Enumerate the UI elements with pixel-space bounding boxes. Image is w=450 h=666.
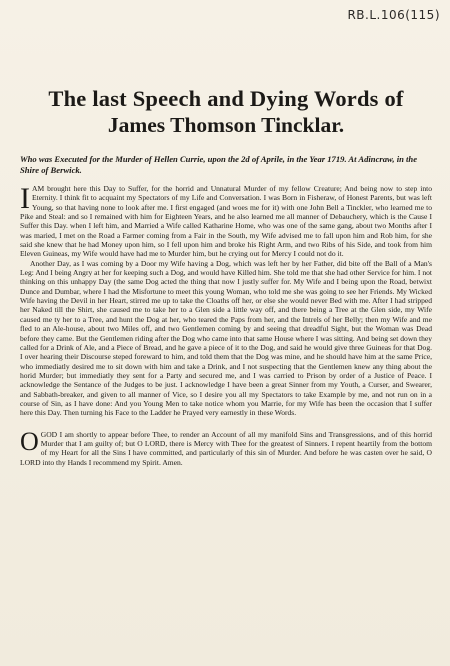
paragraph-1-text: AM brought here this Day to Suffer, for the horrid and Unnatural Murder of my fellow Creature; And being now to step into Eternity. I think fit to acquaint my Spectators of my Life and Conversation. I was Born in Fisheraw, of Honest Parents, but was left Young, so that having none to look after me. I first engaged (and woes me for it) with one John Bell a Tinckler, who learned me to Pike and Steal: and so I remained with him for Eighteen Years, and he also learned me all manner of Debauchery, which is the Cause I Suffer this Day. when I left him, and Married a Wife called Katharine Home, who was one of the same gang, about two Months after I was maried, I met on the Road a Farmer coming from a Fair in the South, my Wife advised me to fall upon him and Rob him, for she said she knew that he had Money upon him, so I fell upon him and broke his Right Arm, and two Ribs of his Side, and took from him Eleven Guineas, my Wife would have had me to Murder him, but he crying out for Mercy I could not do it. [20, 184, 432, 259]
subtitle: Who was Executed for the Murder of Hellen Currie, upon the 2d of Aprile, in the Year 1719. At Adincraw, in the Shire of Berwick. [20, 154, 418, 175]
document-content [20, 86, 432, 467]
paragraph-2: Another Day, as I was coming by a Door my Wife having a Dog, which was left her by her Father, did bite off the Ball of a Man's Leg: And I being Angry at her for keeping such a Dog, and would have Killed him. She told me that she had other Service for him. I not thinking on this unhappy Day (the same Dog acted the thing that now I justly suffer for. My Wife and I being upon the Road, betwixt Dunce and Dumbar, where I had the Misfortune to meet this young Woman, who told me she was going to see her Friends. My Wicked Wife having the Devil in her Heart, stirred me up to take the Cloaths off her, or else she would never Bed with me. After I had stripped her Naked till the Shirt, she caused me to take her to a Glen side a little way off, and there being a Tree at the Glen side, my Wife caused me ty her to a Tree, and hunt the Dog at her, who teared the Paps from her, and the Intrels of her Belly; then my Wife and me fled to an Ale-house, about two Miles off, and two Gentlemen coming by and seeing that dreadful Sight, but the Woman was Dead before they came. But the Gentlemen riding after the Dog who came into that same House where I was sitting. And being set down they called for a Drink of Ale, and a Piece of Bread, and he gave a piece of it to the Dog, and said he would give three Guineas for that Dog. I over hearing their Discourse steped foreward to him, and told them that the Dog was mine, and he should have him at the same Price, who immediatly desired me to sit down with him and take a Drink, and I not suspecting that the Gentlemen knew any thing about the horid Murder; but immediatly they sent for a Party and secured me, and I was carried to Prison by order of a Justice of Peace. I acknowledge the Sentance of the Judges to be just. I acknowledge I have been a great Sinner from my Youth, a Curser, and Swearer, and Sabbath-breaker, and given to all manner of Vice, so I desire you all my Spectators to take Example by me, and not run on in a course of Sin, as I have done: And you Young Men to take notice whom you Marrie, for my Wife has been the occasion that I suffer here this Day. Then turning his Face to the Ladder he Prayed very earnestly in these Words. [20, 258, 432, 418]
drop-cap: I [20, 182, 30, 215]
shelfmark-annotation: RB.L.106(115) [347, 8, 440, 22]
paragraph-1 [20, 184, 432, 259]
title-line-2: James Thomson Tincklar. [107, 113, 345, 137]
title-line-1: The last Speech and Dying Words of [48, 86, 404, 111]
prayer-block [20, 426, 432, 467]
speech-body [20, 184, 432, 418]
prayer-text: GOD I am shortly to appear before Thee, to render an Account of all my manifold Sins and Transgressions, and of this horrid Murder that I am guilty of; but O LORD, there is Mercy with Thee for the greatest of Sinners. I repent heartily from the bottom of my Heart for all the Sins I have committed, and particularly of this sin of Murder. And before he was casten over he said, O LORD into thy Hands I recommend my Spirit. Amen. [20, 429, 432, 467]
prayer-drop-cap: O [20, 426, 39, 456]
